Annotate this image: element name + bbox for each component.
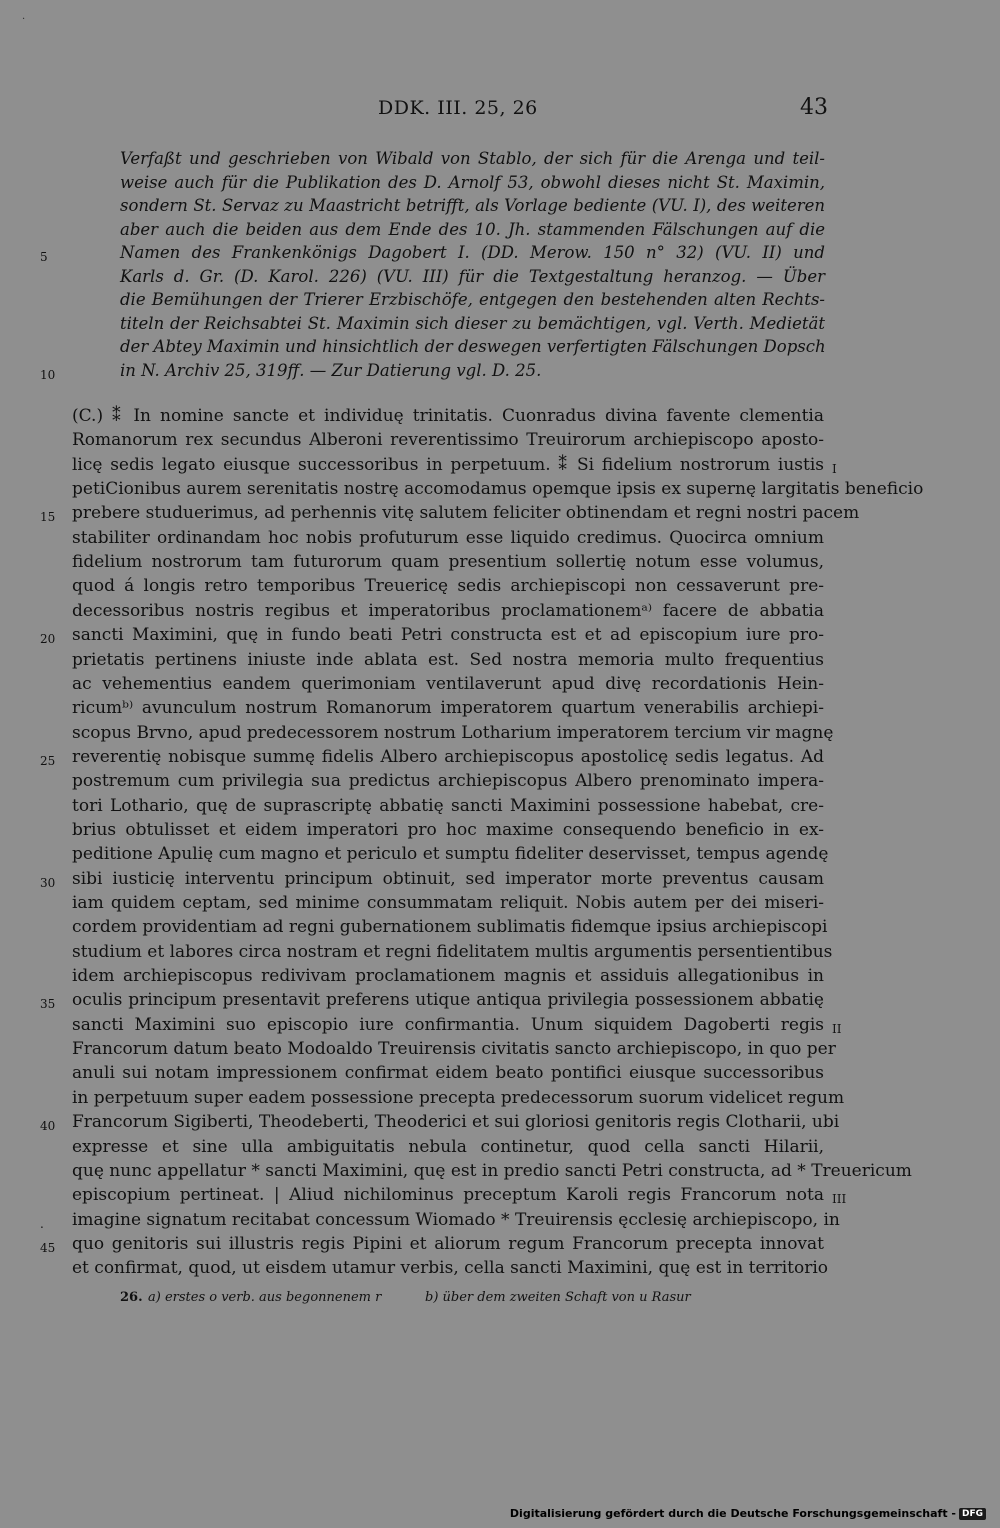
line-text: titeln der Reichsabtei St. Maximin sich dieser zu bemächtigen, vgl. Verth. Medietät <box>120 313 825 333</box>
line-text: Namen des Frankenkönigs Dagobert I. (DD. Merow. 150 n° 32) (VU. II) und <box>120 243 825 262</box>
line-text: (C.) ⁑ In nomine sancte et individuę trinitatis. Cuonradus divina favente clementia <box>72 406 824 426</box>
footnote-b: b) über dem zweiten Schaft von u Rasur <box>425 1290 691 1305</box>
line-text: tori Lothario, quę de suprascriptę abbatię sancti Maximini possessione habebat, cre- <box>72 795 824 816</box>
line-text: prebere studuerimus, ad perhennis vitę salutem feliciter obtinendam et regni nostri pacem <box>72 503 860 524</box>
line-text: weise auch für die Publikation des D. Arnolf 53, obwohl dieses nicht St. Maximin, <box>120 172 825 192</box>
corner-mark: · <box>22 14 26 25</box>
line-text: et confirmat, quod, ut eisdem utamur verbis, cella sancti Maximini, quę est in territorio <box>72 1258 829 1279</box>
line-text: in perpetuum super eadem possessione precepta predecessorum suorum videlicet regum <box>72 1087 845 1108</box>
line-number: 5 <box>40 250 48 264</box>
line-text: in N. Archiv 25, 319ff. — Zur Datierung vgl. D. 25. <box>120 360 542 380</box>
line-text: sibi iusticię interventu principum obtinuit, sed imperator morte preventus causam <box>72 868 824 889</box>
line-text: Karls d. Gr. (D. Karol. 226) (VU. III) für die Textgestaltung heranzog. — Über <box>120 266 825 286</box>
margin-source-number: II <box>832 1021 842 1036</box>
line-text: cordem providentiam ad regni gubernationem sublimatis fidemque ipsius archiepiscopi <box>72 917 828 938</box>
margin-source-number: III <box>832 1192 847 1207</box>
line-text: imagine signatum recitabat concessum Wiomado * Treuirensis ęcclesię archiepiscopo, in <box>72 1209 840 1230</box>
line-number: 25 <box>40 753 56 768</box>
line-text: stabiliter ordinandam hoc nobis profuturum esse liquido credimus. Quocirca omnium <box>72 527 824 548</box>
line-text: petiCionibus aurem serenitatis nostrę accomodamus opemque ipsis ex supernę largitatis beneficio <box>72 479 924 500</box>
page-number: 43 <box>800 95 828 120</box>
line-text: sondern St. Servaz zu Maastricht betrifft, als Vorlage bediente (VU. I), des weiteren <box>120 196 825 215</box>
footnote-doc-number: 26. <box>120 1290 143 1305</box>
line-number: 20 <box>40 632 56 647</box>
line-text: anuli sui notam impressionem confirmat eidem beato pontifici eiusque successoribus <box>72 1063 824 1084</box>
line-text: studium et labores circa nostram et regni fidelitatem multis argumentis persentientibus <box>72 941 833 962</box>
line-number: 10 <box>40 367 56 382</box>
dfg-logo-icon: DFG <box>959 1508 986 1520</box>
line-text: prietatis pertinens iniuste inde ablata est. Sed nostra memoria multo frequentius <box>72 649 824 670</box>
line-text: ac vehementius eandem querimoniam ventilaverunt apud divę recordationis Hein- <box>72 673 824 694</box>
footnote-a: a) erstes o verb. aus begonnenem r <box>148 1290 382 1305</box>
line-text: decessoribus nostris regibus et imperatoribus proclamationemᵃ⁾ facere de abbatia <box>72 600 824 621</box>
line-text: oculis principum presentavit preferens utique antiqua privilegia possessionem abbatię <box>72 990 824 1011</box>
line-text: quo genitoris sui illustris regis Pipini et aliorum regum Francorum precepta innovat <box>72 1233 824 1254</box>
line-text: reverentię nobisque summę fidelis Albero archiepiscopus apostolicę sedis legatus. Ad <box>72 746 824 767</box>
line-number: 40 <box>40 1119 56 1134</box>
line-text: ricumᵇ⁾ avunculum nostrum Romanorum imperatorem quartum venerabilis archiepi- <box>72 698 824 719</box>
line-text: Francorum datum beato Modoaldo Treuirensis civitatis sancto archiepiscopo, in quo per <box>72 1039 836 1060</box>
line-text: Romanorum rex secundus Alberoni reverentissimo Treuirorum archiepiscopo aposto- <box>72 430 824 451</box>
line-text: postremum cum privilegia sua predictus archiepiscopus Albero prenominato impera- <box>72 771 824 792</box>
line-text: expresse et sine ulla ambiguitatis nebula continetur, quod cella sancti Hilarii, <box>72 1136 824 1157</box>
margin-source-number: I <box>832 461 837 476</box>
line-number: 30 <box>40 875 56 890</box>
line-text: iam quidem ceptam, sed minime consummatam reliquit. Nobis autem per dei miseri- <box>72 893 824 913</box>
line-text: idem archiepiscopus redivivam proclamationem magnis et assiduis allegationibus in <box>72 966 824 987</box>
line-number: . <box>40 1216 44 1231</box>
footer-text: Digitalisierung gefördert durch die Deutsche Forschungsgemeinschaft - <box>509 1507 956 1520</box>
line-text: sancti Maximini suo episcopio iure confirmantia. Unum siquidem Dagoberti regis <box>72 1014 824 1035</box>
line-number: 35 <box>40 997 56 1012</box>
line-text: die Bemühungen der Trierer Erzbischöfe, entgegen den bestehenden alten Rechts- <box>120 290 825 309</box>
line-number: 45 <box>40 1240 56 1255</box>
line-text: fidelium nostrorum tam futurorum quam presentium sollertię notum esse volumus, <box>72 552 824 573</box>
line-text: episcopium pertineat. | Aliud nichilominus preceptum Karoli regis Francorum nota <box>72 1185 824 1206</box>
footer-credit <box>510 1507 986 1520</box>
line-text: Verfaßt und geschrieben von Wibald von Stablo, der sich für die Arenga und teil- <box>120 149 825 168</box>
line-text: peditione Apulię cum magno et periculo et sumptu fideliter deservisset, tempus agendę <box>72 844 829 865</box>
line-text: aber auch die beiden aus dem Ende des 10. Jh. stammenden Fälschungen auf die <box>120 219 825 239</box>
line-text: Francorum Sigiberti, Theodeberti, Theoderici et sui gloriosi genitoris regis Clotharii, ubi <box>72 1112 840 1133</box>
line-number: 15 <box>40 510 56 525</box>
line-text: der Abtey Maximin und hinsichtlich der deswegen verfertigten Fälschungen Dopsch <box>120 337 826 356</box>
line-text: licę sedis legato eiusque successoribus in perpetuum. ⁑ Si fidelium nostrorum iustis <box>72 454 824 475</box>
running-title: DDK. III. 25, 26 <box>378 97 538 119</box>
line-text: brius obtulisset et eidem imperatori pro hoc maxime consequendo beneficio in ex- <box>72 819 824 840</box>
line-text: quę nunc appellatur * sancti Maximini, quę est in predio sancti Petri constructa, ad * Treuericum <box>72 1160 912 1181</box>
line-text: quod á longis retro temporibus Treuericę sedis archiepiscopi non cessaverunt pre- <box>72 576 824 597</box>
line-text: sancti Maximini, quę in fundo beati Petri constructa est et ad episcopium iure pro- <box>72 625 824 646</box>
line-text: scopus Brvno, apud predecessorem nostrum Lotharium imperatorem tercium vir magnę <box>72 722 834 743</box>
page-header <box>0 97 1000 127</box>
